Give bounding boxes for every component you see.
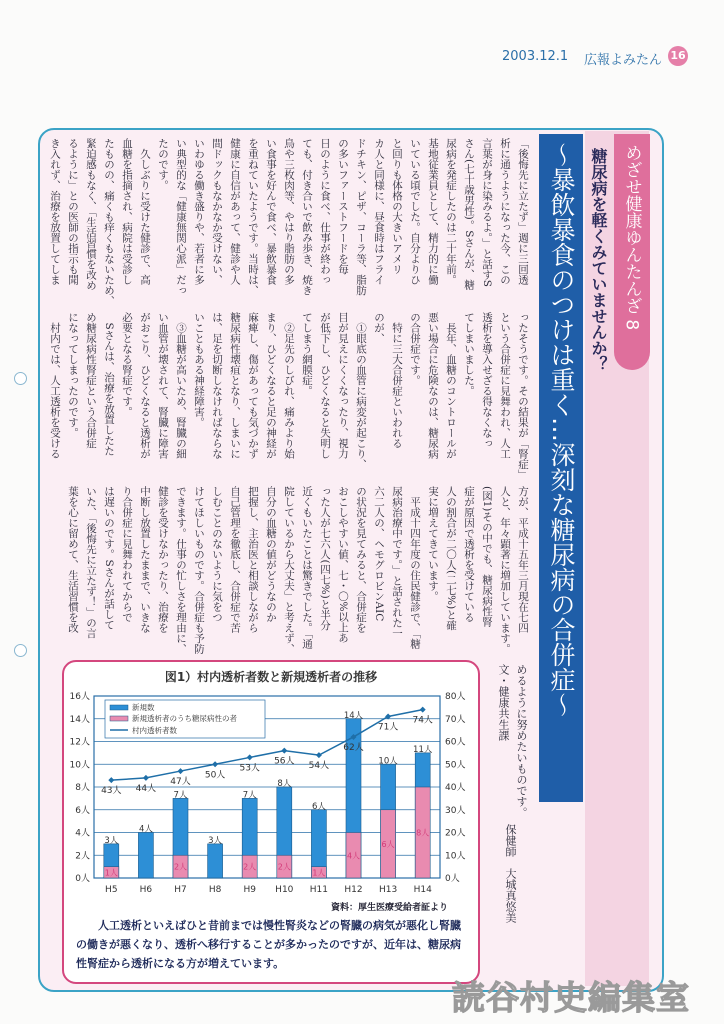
punch-hole-icon — [14, 644, 27, 657]
text-column: 健診を受けなかったり、治療を — [157, 486, 169, 633]
line-value-label: 53人 — [239, 763, 260, 774]
text-column: 長年、血糖のコントロールが — [445, 312, 457, 459]
text-column: 葉を心に留めて、生活習慣を改 — [67, 486, 79, 633]
text-column: 六二人の、ヘモグロビンAIC — [373, 486, 385, 622]
text-column: になってしまったのです。 — [67, 312, 79, 438]
x-tick-label: H12 — [344, 885, 363, 895]
line-value-label: 54人 — [308, 761, 330, 772]
text-column: という合併症に見舞われ、人工 — [499, 312, 511, 459]
text-column: 透析を導入せざる得なくなっ — [481, 312, 493, 449]
bar-value-label: 7人 — [242, 790, 257, 801]
text-column: おこしやすい値、七・〇%以上あ — [337, 486, 349, 643]
text-column: った人が七六人(四七%)と半分 — [319, 486, 331, 631]
text-column: たのです。 — [157, 138, 169, 191]
text-column: が低下し、ひどくなると失明し — [319, 312, 331, 459]
text-column: カ人と同様に、昼食時はフライ — [373, 138, 385, 285]
text-column: 目が見えにくくなったり、視力 — [337, 312, 349, 459]
text-column: 症が原因で透析を受けている — [463, 486, 475, 623]
x-tick-label: H6 — [139, 885, 153, 895]
text-column: 尿病を発症したのは二十年前。 — [445, 138, 457, 285]
y-right-tick-label: 80人 — [445, 692, 466, 702]
byline-department: 文・健康共生課 — [497, 664, 510, 741]
closing-line: めるように努めたいものです。 — [515, 664, 528, 818]
article-subtitle: 糖尿病を軽くみていませんか？ — [589, 148, 608, 372]
x-tick-label: H5 — [105, 885, 118, 895]
y-left-tick-label: 16人 — [69, 692, 90, 702]
text-column: しむことのないように気をつ — [211, 486, 223, 623]
line-value-label: 74人 — [412, 715, 433, 726]
bar-value-label: 3人 — [104, 835, 119, 846]
chart-source: 資料：厚生医療受給者証より — [330, 903, 448, 913]
x-tick-label: H14 — [413, 885, 432, 895]
dialysis-chart — [64, 684, 478, 898]
x-tick-label: H9 — [243, 885, 256, 895]
bar-value-label: 8人 — [277, 779, 292, 789]
text-column: のが、 — [373, 312, 385, 344]
text-column: 方が、平成十五年三月現在七四 — [517, 486, 529, 633]
x-tick-label: H10 — [275, 885, 294, 895]
text-column: 鳥や三枚肉等、やはり脂肪の多 — [283, 138, 295, 285]
page-header — [500, 46, 710, 70]
text-column: 日のように食べ、仕事が終わっ — [319, 138, 331, 285]
bar-diabetic-label: 4人 — [346, 851, 361, 861]
x-tick-label: H8 — [208, 885, 222, 895]
article-body-tier-3 — [45, 486, 532, 656]
text-column: ても、付き合いで飲み歩き、焼き — [301, 138, 313, 296]
page-number-badge: 16 — [668, 46, 688, 66]
text-column: (図1)その中でも、糖尿病性腎 — [481, 486, 493, 627]
text-column: 言葉が身に染みるよ。」と話すS — [481, 138, 493, 287]
text-column: いた、「後悔先に立たず！」の言 — [85, 486, 97, 639]
article-body-tier-1 — [45, 138, 532, 308]
text-column: できます。仕事の忙しさを理由に、 — [175, 486, 187, 654]
y-right-tick-label: 40人 — [445, 783, 466, 793]
text-column: ったそうです。その結果が「腎症」 — [517, 312, 529, 480]
text-column: まり、ひどくなると足の神経が — [265, 312, 277, 459]
text-column: 基地従業員として、精力的に働 — [427, 138, 439, 285]
text-column: き入れず、治療を放置してしま — [49, 138, 61, 285]
bar-value-label: 6人 — [311, 801, 326, 812]
legend-label: 村内透析者数 — [132, 726, 177, 735]
y-left-tick-label: 14人 — [69, 714, 90, 725]
line-value-label: 47人 — [170, 777, 191, 788]
article-body-tier-2 — [45, 312, 532, 482]
y-left-tick-label: 4人 — [75, 828, 90, 839]
legend-label: 新規透析者のうち糖尿病性の者 — [132, 714, 237, 723]
text-column: 村内では、人工透析を受ける — [49, 312, 61, 459]
y-right-tick-label: 10人 — [445, 851, 466, 862]
text-column: ②足先のしびれ、痛みより始 — [283, 312, 295, 459]
bar-diabetic-label: 2人 — [173, 862, 188, 872]
text-column: いわゆる働き盛りや、若者に多 — [193, 138, 205, 285]
bar-diabetic-label: 6人 — [381, 839, 395, 849]
line-value-label: 50人 — [204, 770, 226, 781]
archive-watermark: 読谷村史編集室 — [452, 978, 690, 1017]
y-right-tick-label: 20人 — [445, 828, 466, 839]
legend-swatch-new — [110, 705, 128, 710]
text-column: 必要となる腎症です。 — [121, 312, 133, 417]
figure-caption: 人工透析といえばひと昔前までは慢性腎炎などの腎臓の病気が悪化し腎臓の働きが悪くなり、透析へ移行することが多かったのですが、近年は、糖尿病性腎症から透析になる方が増えています。 — [76, 919, 461, 970]
x-tick-label: H13 — [378, 885, 398, 895]
text-column: 人の割合が二〇人(二七%)と確 — [445, 486, 457, 631]
text-column: ドチキン、ピザ、コーラ等、脂肪 — [355, 138, 367, 296]
bar-value-label: 14人 — [343, 710, 364, 721]
text-column: い血管が壊されて、腎臓に障害 — [157, 312, 169, 459]
text-column: 実に増えてきています。 — [427, 486, 439, 602]
text-column: 健康に自信があって、健診や人 — [229, 138, 241, 285]
text-column: の多いファーストフードを毎 — [337, 138, 349, 275]
text-column: い典型的な「健康無関心派」だっ — [175, 138, 187, 296]
text-column: 平成十四年度の住民健診で、「糖 — [409, 486, 421, 649]
text-column: ①眼底の血管に病変が起こり、 — [355, 312, 367, 470]
y-right-tick-label: 70人 — [445, 714, 466, 725]
legend-label: 新規数 — [132, 703, 155, 712]
line-value-label: 44人 — [135, 783, 157, 794]
x-tick-label: H7 — [174, 885, 187, 895]
text-column: い食事を好んで食べ、暴飲暴食 — [265, 138, 277, 285]
series-tag: めざせ健康ゆんたんざ 8 — [614, 134, 650, 370]
article-title: ～暴飲暴食のつけは重く…深刻な糖尿病の合併症～ — [539, 134, 583, 802]
bar-new-patients — [138, 833, 153, 879]
text-column: いこともある神経障害。 — [193, 312, 205, 428]
text-column: 近くもいたことは驚きでした。「通 — [301, 486, 313, 649]
text-column: 糖尿病性壊疽となり、しまいに — [229, 312, 241, 459]
text-column: 中断し放置したままで、いきな — [139, 486, 151, 633]
bar-diabetic-label: 8人 — [416, 828, 430, 838]
text-column: 尿病治療中です。」と話された一 — [391, 486, 403, 639]
text-column: 「後悔先に立たず」週に三回透 — [517, 138, 529, 285]
text-column: いている頃でした。自分よりひ — [409, 138, 421, 285]
text-column: ③血糖が高いため、腎臓の細 — [175, 312, 187, 459]
bar-value-label: 11人 — [413, 744, 433, 755]
bar-diabetic-label: 1人 — [312, 868, 326, 878]
bar-value-label: 4人 — [138, 824, 153, 835]
y-right-tick-label: 60人 — [445, 737, 466, 748]
article-closing — [490, 664, 530, 818]
bar-diabetic-label: 1人 — [104, 868, 118, 878]
bar-new-patients — [208, 844, 223, 878]
y-right-tick-label: 50人 — [445, 760, 466, 771]
text-column: と回りも体格の大きいアメリ — [391, 138, 403, 275]
text-column: 緊迫感もなく、「生活習慣を改め — [85, 138, 97, 291]
bar-value-label: 10人 — [378, 756, 398, 767]
figure-box — [62, 660, 480, 984]
text-column: 自己管理を徹底し、合併症で苦 — [229, 486, 241, 633]
text-column: の合併症です。 — [409, 312, 421, 386]
text-column: たものの、痛くも痒くもないため、 — [103, 138, 115, 306]
text-column: 血糖を指摘され、病院は受診し — [121, 138, 133, 285]
text-column: てしまいました。 — [463, 312, 475, 396]
text-column: を重ねていたようです。当時は、 — [247, 138, 259, 296]
text-column: 間ドックもなかなか受けない、 — [211, 138, 223, 285]
x-tick-label: H11 — [309, 885, 329, 895]
y-left-tick-label: 2人 — [75, 851, 90, 862]
bar-diabetic-label: 2人 — [277, 862, 291, 872]
line-value-label: 62人 — [343, 742, 364, 753]
y-left-tick-label: 6人 — [75, 805, 90, 816]
y-left-tick-label: 0人 — [75, 874, 90, 884]
text-column: さん(七十歳男性)。Sさんが、糖 — [463, 138, 475, 290]
bar-value-label: 7人 — [173, 790, 188, 801]
y-right-tick-label: 0人 — [445, 874, 460, 884]
line-value-label: 56人 — [274, 756, 295, 767]
text-column: 特に三大合併症といわれる — [391, 312, 403, 449]
line-value-label: 71人 — [377, 722, 399, 733]
text-column: がおこり、ひどくなると透析が — [139, 312, 151, 459]
text-column: Sさんは、治療を放置したた — [103, 312, 115, 456]
punch-hole-icon — [14, 372, 27, 385]
text-column: 人と、年々顕著に増加しています。 — [499, 486, 511, 654]
chart-title: 図1）村内透析者数と新規透析者の推移 — [164, 670, 378, 684]
text-column: め糖尿病性腎症という合併症 — [85, 312, 97, 449]
legend-swatch-diabetic — [110, 716, 128, 721]
text-column: 析に通うようになった今、この — [499, 138, 511, 285]
bar-diabetic-label: 2人 — [243, 862, 257, 872]
text-column: 麻痺し、傷があっても気づかず — [247, 312, 259, 459]
y-left-tick-label: 8人 — [75, 783, 90, 793]
text-column: てしまう網膜症。 — [301, 312, 313, 396]
text-column: 院しているから大丈夫」と考えず、 — [283, 486, 295, 654]
bar-value-label: 3人 — [208, 835, 223, 846]
text-column: 把握し、主治医と相談しながら — [247, 486, 259, 633]
text-column: は、足を切断しなければならな — [211, 312, 223, 459]
y-left-tick-label: 12人 — [69, 737, 90, 748]
text-column: けてほしいものです。合併症も予防 — [193, 486, 205, 654]
text-column: は遅いのです。Sさんが話して — [103, 486, 115, 630]
text-column: 自分の血糖の値がどうなのか — [265, 486, 277, 623]
text-column: るように」との医師の指示も聞 — [67, 138, 79, 285]
issue-date: 2003.12.1 — [502, 49, 569, 64]
text-column: 悪い場合に危険なのは、糖尿病 — [427, 312, 439, 459]
text-column: の状況を見てみると、合併症を — [355, 486, 367, 633]
text-column: 久しぶりに受けた健診で、高 — [139, 138, 151, 285]
y-left-tick-label: 10人 — [69, 760, 90, 771]
publication-name: 広報よみたん — [584, 53, 663, 68]
line-value-label: 43人 — [101, 786, 122, 797]
byline-author: 保健師 大城真悠美 — [504, 824, 517, 923]
text-column: り合併症に見舞われてからで — [121, 486, 133, 623]
y-right-tick-label: 30人 — [445, 805, 466, 816]
